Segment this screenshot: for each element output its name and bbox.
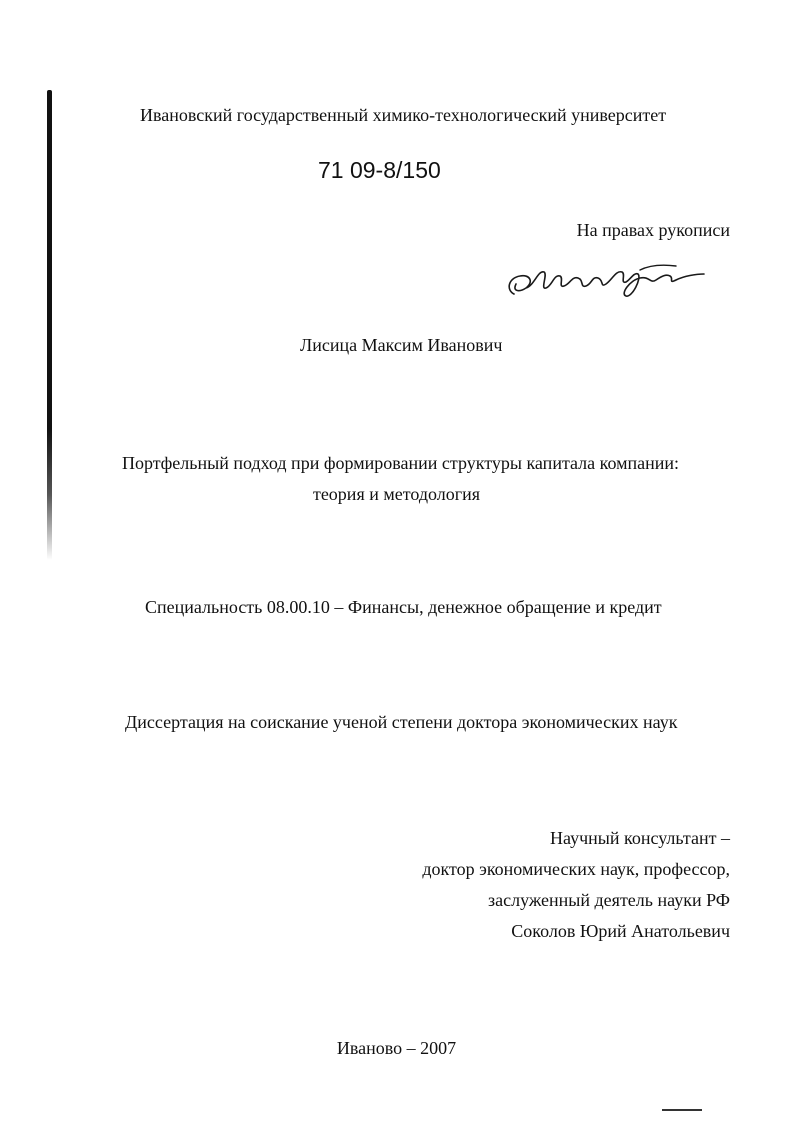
- university-name: Ивановский государственный химико-технологический университет: [140, 105, 667, 125]
- consultant-degree: доктор экономических наук, профессор,: [422, 859, 730, 879]
- city-year: Иваново – 2007: [336, 1038, 457, 1058]
- consultant-name: Соколов Юрий Анатольевич: [511, 921, 730, 941]
- catalog-code: 71 09-8/150: [318, 157, 441, 183]
- handwritten-signature: [500, 250, 710, 310]
- scan-artifact-mark: [662, 1109, 702, 1111]
- rights-note: На правах рукописи: [576, 220, 730, 240]
- author-name: Лисица Максим Иванович: [300, 335, 503, 355]
- consultant-role: Научный консультант –: [550, 828, 730, 848]
- title-line-1: Портфельный подход при формировании структуры капитала компании:: [122, 453, 680, 473]
- consultant-honor: заслуженный деятель науки РФ: [488, 890, 730, 910]
- specialty-line: Специальность 08.00.10 – Финансы, денежное обращение и кредит: [145, 597, 662, 617]
- title-line-2: теория и методология: [312, 484, 481, 504]
- dissertation-type: Диссертация на соискание ученой степени доктора экономических наук: [125, 712, 678, 732]
